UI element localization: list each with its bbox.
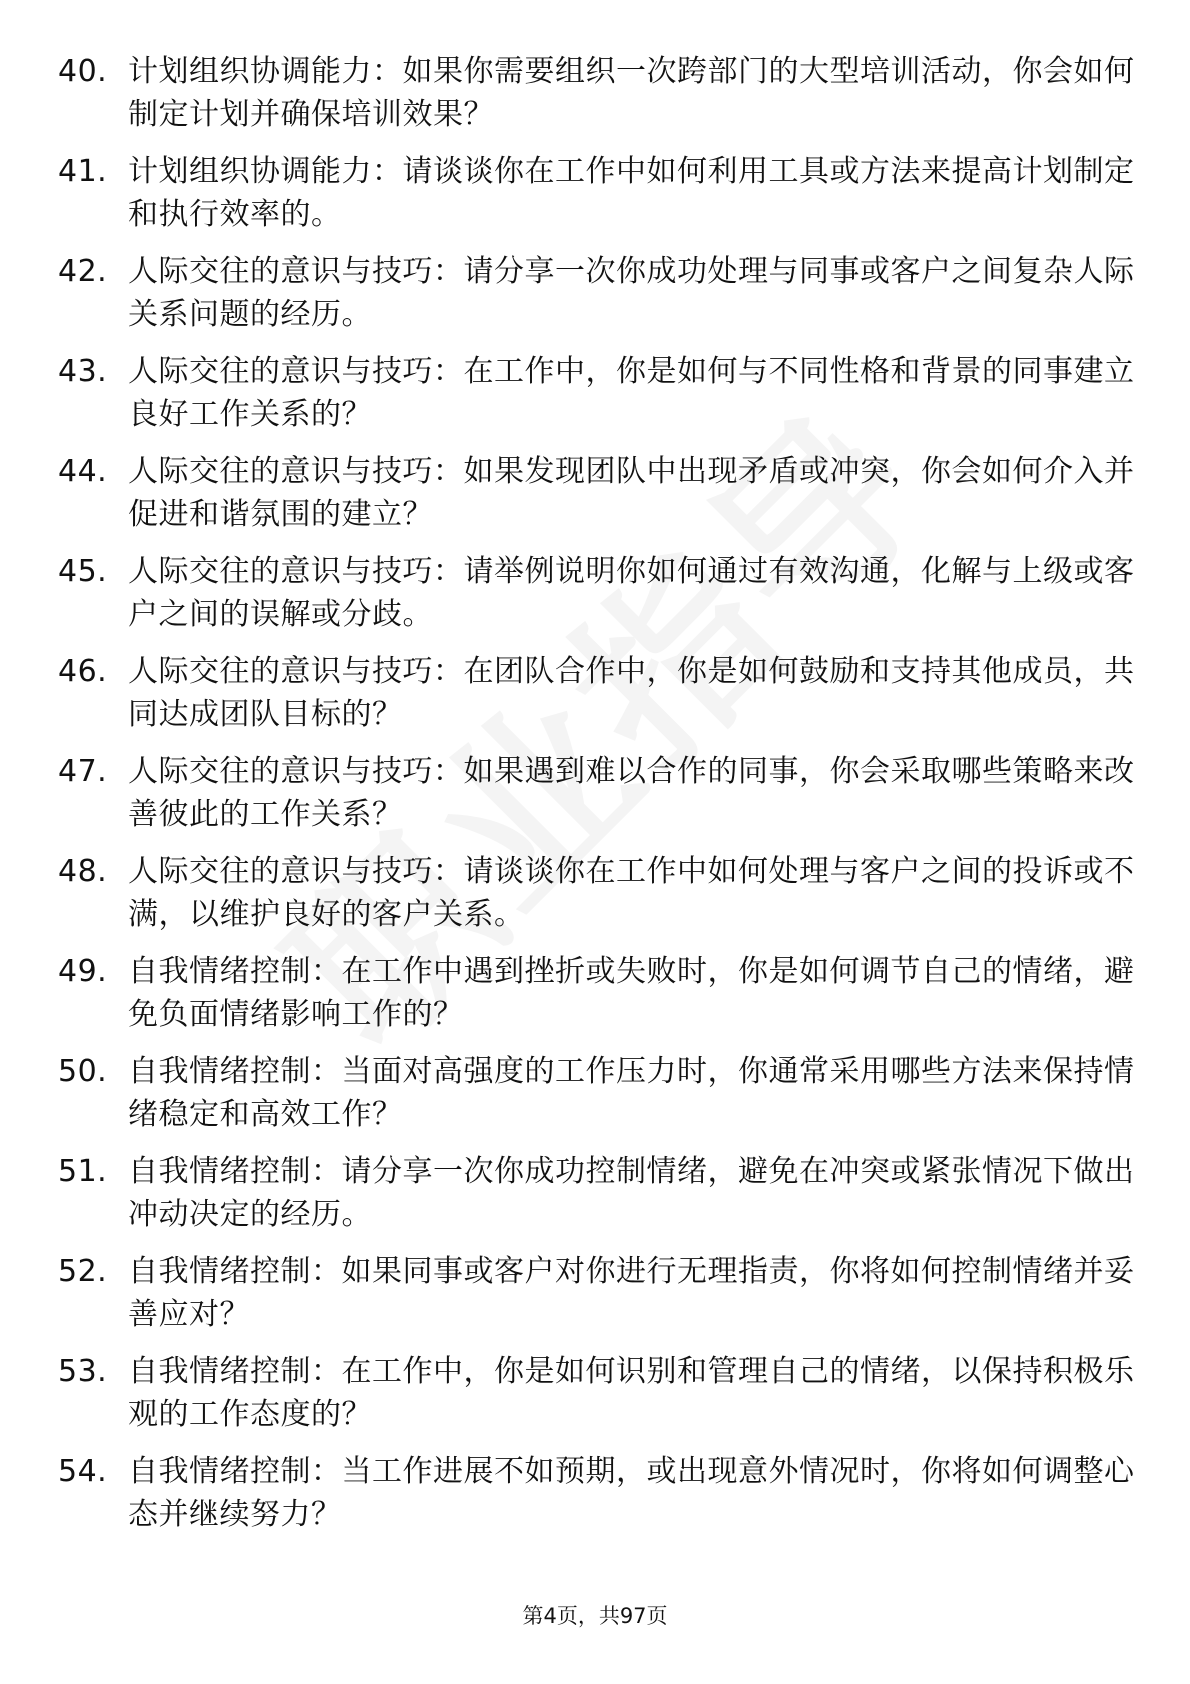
page-footer [0,1600,1190,1630]
question-item-42 [58,250,1138,336]
question-text: 人际交往的意识与技巧：请举例说明你如何通过有效沟通，化解与上级或客户之间的误解或分歧。 [128,554,1135,632]
question-item-49 [58,950,1138,1036]
question-item-54 [58,1450,1138,1536]
question-number: 42. [58,254,108,289]
question-item-44 [58,450,1138,536]
question-text: 人际交往的意识与技巧：在团队合作中，你是如何鼓励和支持其他成员，共同达成团队目标的？ [128,654,1135,732]
question-item-46 [58,650,1138,736]
question-text: 计划组织协调能力：请谈谈你在工作中如何利用工具或方法来提高计划制定和执行效率的。 [128,154,1135,232]
question-item-52 [58,1250,1138,1336]
question-text: 自我情绪控制：当面对高强度的工作压力时，你通常采用哪些方法来保持情绪稳定和高效工作？ [128,1054,1135,1132]
question-number: 50. [58,1054,108,1089]
question-number: 45. [58,554,108,589]
question-item-40 [58,50,1138,136]
question-number: 49. [58,954,108,989]
question-text: 自我情绪控制：当工作进展不如预期，或出现意外情况时，你将如何调整心态并继续努力？ [128,1454,1135,1532]
question-number: 47. [58,754,108,789]
question-number: 52. [58,1254,108,1289]
question-number: 46. [58,654,108,689]
question-item-43 [58,350,1138,436]
question-text: 人际交往的意识与技巧：请分享一次你成功处理与同事或客户之间复杂人际关系问题的经历。 [128,254,1135,332]
question-text: 人际交往的意识与技巧：请谈谈你在工作中如何处理与客户之间的投诉或不满，以维护良好的客户关系。 [128,854,1135,932]
question-number: 40. [58,54,108,89]
question-item-53 [58,1350,1138,1436]
question-text: 自我情绪控制：在工作中，你是如何识别和管理自己的情绪，以保持积极乐观的工作态度的？ [128,1354,1135,1432]
question-number: 44. [58,454,108,489]
question-number: 48. [58,854,108,889]
question-number: 51. [58,1154,108,1189]
question-item-47 [58,750,1138,836]
question-number: 43. [58,354,108,389]
question-text: 自我情绪控制：请分享一次你成功控制情绪，避免在冲突或紧张情况下做出冲动决定的经历。 [128,1154,1135,1232]
question-text: 人际交往的意识与技巧：如果发现团队中出现矛盾或冲突，你会如何介入并促进和谐氛围的建立？ [128,454,1135,532]
question-text: 人际交往的意识与技巧：如果遇到难以合作的同事，你会采取哪些策略来改善彼此的工作关系？ [128,754,1135,832]
question-list [58,50,1138,1550]
question-text: 自我情绪控制：如果同事或客户对你进行无理指责，你将如何控制情绪并妥善应对？ [128,1254,1135,1332]
question-text: 自我情绪控制：在工作中遇到挫折或失败时，你是如何调节自己的情绪，避免负面情绪影响工作的？ [128,954,1135,1032]
page-number-label: 第4页，共97页 [522,1604,668,1628]
question-item-51 [58,1150,1138,1236]
question-item-45 [58,550,1138,636]
question-number: 41. [58,154,108,189]
question-item-50 [58,1050,1138,1136]
question-text: 人际交往的意识与技巧：在工作中，你是如何与不同性格和背景的同事建立良好工作关系的？ [128,354,1135,432]
question-item-48 [58,850,1138,936]
question-text: 计划组织协调能力：如果你需要组织一次跨部门的大型培训活动，你会如何制定计划并确保培训效果？ [128,54,1135,132]
question-number: 54. [58,1454,108,1489]
question-number: 53. [58,1354,108,1389]
question-item-41 [58,150,1138,236]
